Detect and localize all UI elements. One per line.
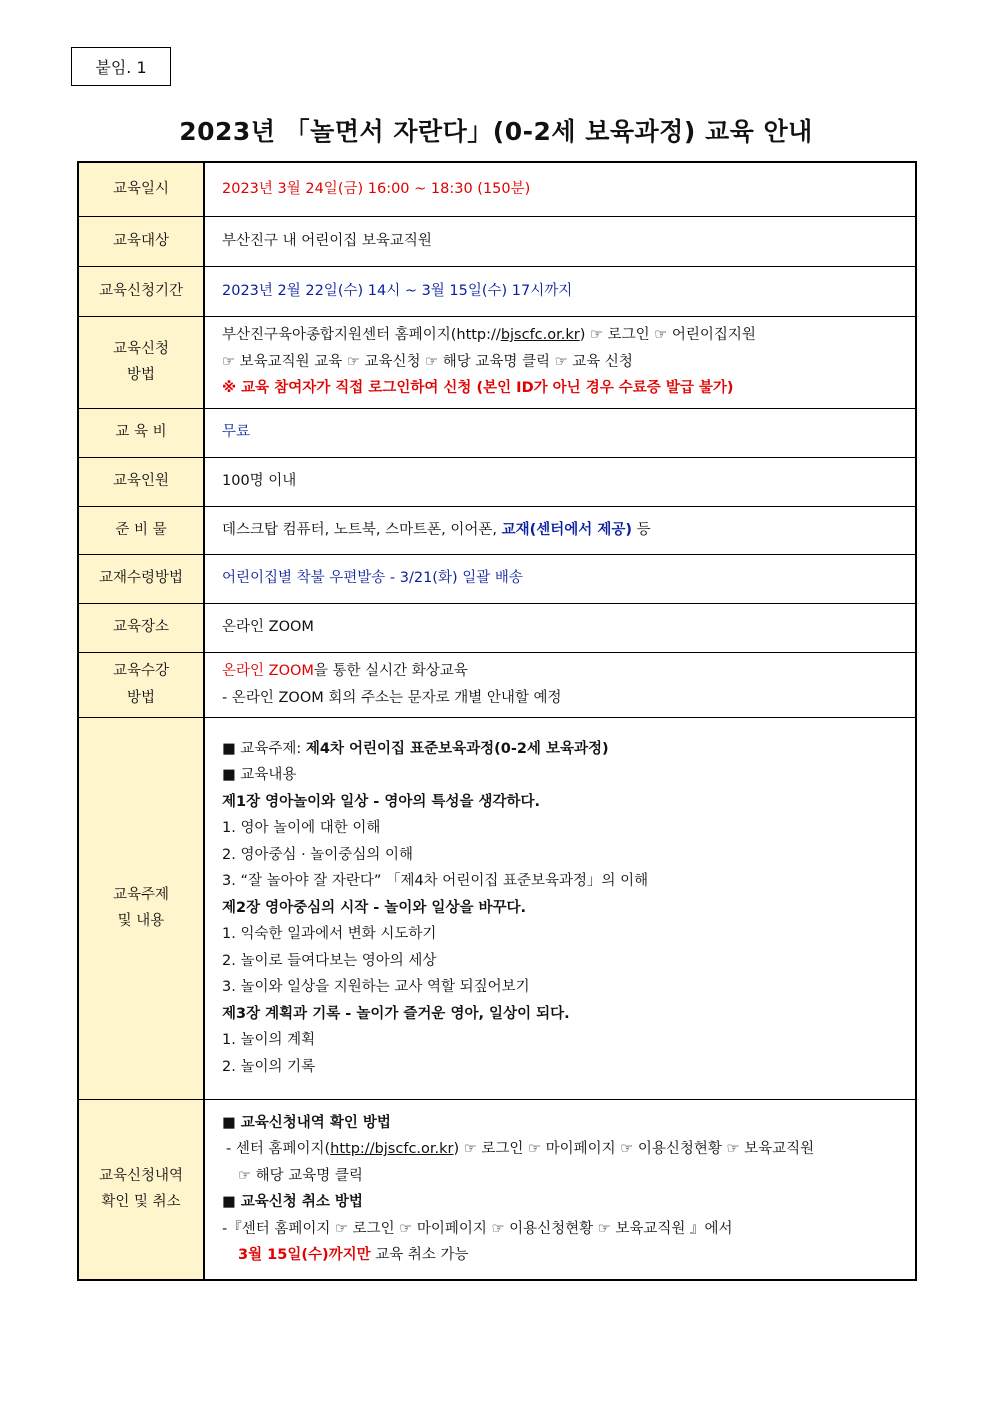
value-period: 2023년 2월 22일(수) 14시 ~ 3월 15일(수) 17시까지	[204, 266, 916, 316]
label-prep: 준 비 물	[78, 506, 204, 554]
value-capacity: 100명 이내	[204, 457, 916, 506]
row-confirm	[78, 1099, 916, 1280]
confirm-line1-rest: ) ☞ 로그인 ☞ 마이페이지 ☞ 이용신청현황 ☞ 보육교직원	[453, 1141, 815, 1158]
list-item: 2. 놀이로 들여다보는 영아의 세상	[222, 952, 437, 969]
label-confirm-line1: 교육신청내역	[98, 1167, 184, 1184]
label-content-line1: 교육주제	[112, 886, 170, 903]
list-item: 3. 놀이와 일상을 지원하는 교사 역할 되짚어보기	[222, 979, 530, 996]
page-title: 2023년 「놀면서 자란다」(0-2세 보육과정) 교육 안내	[179, 117, 813, 146]
row-fee	[78, 408, 916, 457]
list-item: 3. “잘 놀아야 잘 자란다” 「제4차 어린이집 표준보육과정」의 이해	[222, 873, 649, 890]
list-item: 1. 영아 놀이에 대한 이해	[222, 820, 381, 837]
value-method	[204, 316, 916, 408]
mode-zoom: 온라인 ZOOM	[222, 663, 314, 679]
method-line1-text: 부산진구육아종합지원센터 홈페이지(http://	[222, 327, 501, 344]
label-fee: 교 육 비	[78, 408, 204, 457]
value-confirm	[204, 1099, 916, 1280]
mode-line1-rest: 을 통한 실시간 화상교육	[313, 663, 468, 679]
chapter-1: 제1장 영아놀이와 일상 - 영아의 특성을 생각하다.	[222, 793, 541, 810]
cancel-line1: -『센터 홈페이지 ☞ 로그인 ☞ 마이페이지 ☞ 이용신청현황 ☞ 보육교직원 』에서	[222, 1220, 733, 1237]
row-date	[78, 162, 916, 216]
label-content-line2: 및 내용	[117, 913, 165, 929]
label-period: 교육신청기간	[78, 266, 204, 316]
chapter-2: 제2장 영아중심의 시작 - 놀이와 일상을 바꾸다.	[222, 899, 527, 916]
cancel-line2	[222, 1242, 907, 1269]
mode-line1	[222, 658, 907, 685]
prep-text: 데스크탑 컴퓨터, 노트북, 스마트폰, 이어폰,	[222, 521, 502, 538]
row-capacity	[78, 457, 916, 506]
homepage-link[interactable]: bjscfc.or.kr	[500, 327, 580, 344]
cancel-heading: ■ 교육신청 취소 방법	[222, 1194, 363, 1211]
value-mode	[204, 652, 916, 717]
label-content	[78, 717, 204, 1099]
method-line1-rest: ) ☞ 로그인 ☞ 어린이집지원	[579, 327, 756, 344]
list-item: 1. 놀이의 계획	[222, 1032, 316, 1049]
content-header: ■ 교육내용	[222, 767, 297, 784]
prep-suffix: 등	[631, 521, 651, 538]
list-item: 2. 영아중심 · 놀이중심의 이해	[222, 846, 413, 863]
label-date: 교육일시	[78, 162, 204, 216]
label-place: 교육장소	[78, 603, 204, 652]
value-date: 2023년 3월 24일(금) 16:00 ~ 18:30 (150분)	[204, 162, 916, 216]
homepage-link[interactable]: http://bjscfc.or.kr	[330, 1141, 454, 1158]
row-mode	[78, 652, 916, 717]
cancel-deadline: 3월 15일(수)까지만	[238, 1247, 371, 1264]
topic-line	[222, 736, 907, 763]
row-period	[78, 266, 916, 316]
value-place: 온라인 ZOOM	[204, 603, 916, 652]
label-method-line1: 교육신청	[112, 340, 170, 357]
label-mode-line2: 방법	[126, 689, 155, 706]
mode-line2: - 온라인 ZOOM 회의 주소는 문자로 개별 안내할 예정	[222, 689, 562, 706]
label-materials: 교재수령방법	[78, 554, 204, 603]
cancel-line2-rest: 교육 취소 가능	[370, 1247, 469, 1264]
list-item: 2. 놀이의 기록	[222, 1058, 316, 1075]
row-prep	[78, 506, 916, 554]
row-place	[78, 603, 916, 652]
topic-prefix: ■ 교육주제:	[222, 740, 306, 757]
row-content	[78, 717, 916, 1099]
row-materials	[78, 554, 916, 603]
attachment-label: 붙임. 1	[71, 47, 171, 86]
label-confirm	[78, 1099, 204, 1280]
value-target: 부산진구 내 어린이집 보육교직원	[204, 216, 916, 266]
confirm-line1	[222, 1136, 907, 1163]
value-content	[204, 717, 916, 1099]
method-line2: ☞ 보육교직원 교육 ☞ 교육신청 ☞ 해당 교육명 클릭 ☞ 교육 신청	[222, 353, 633, 370]
label-method	[78, 316, 204, 408]
list-item: 1. 익숙한 일과에서 변화 시도하기	[222, 926, 437, 943]
method-line1	[222, 322, 907, 349]
info-table	[77, 161, 917, 1281]
value-fee: 무료	[204, 408, 916, 457]
value-materials: 어린이집별 착불 우편발송 - 3/21(화) 일괄 배송	[204, 554, 916, 603]
confirm-line2: ☞ 해당 교육명 클릭	[238, 1167, 363, 1184]
label-mode	[78, 652, 204, 717]
label-method-line2: 방법	[126, 367, 155, 383]
confirm-heading: ■ 교육신청내역 확인 방법	[222, 1114, 391, 1131]
row-method	[78, 316, 916, 408]
label-mode-line1: 교육수강	[112, 663, 170, 679]
prep-textbook: 교재(센터에서 제공)	[501, 521, 632, 538]
confirm-line1-text: - 센터 홈페이지(	[226, 1141, 331, 1158]
chapter-3: 제3장 계획과 기록 - 놀이가 즐거운 영아, 일상이 되다.	[222, 1005, 570, 1022]
method-notice: ※ 교육 참여자가 직접 로그인하여 신청 (본인 ID가 아닌 경우 수료증 발급 불가)	[222, 380, 734, 397]
label-target: 교육대상	[78, 216, 204, 266]
label-confirm-line2: 확인 및 취소	[101, 1194, 181, 1211]
label-capacity: 교육인원	[78, 457, 204, 506]
topic-title: 제4차 어린이집 표준보육과정(0-2세 보육과정)	[305, 740, 609, 757]
row-target	[78, 216, 916, 266]
value-prep	[204, 506, 916, 554]
